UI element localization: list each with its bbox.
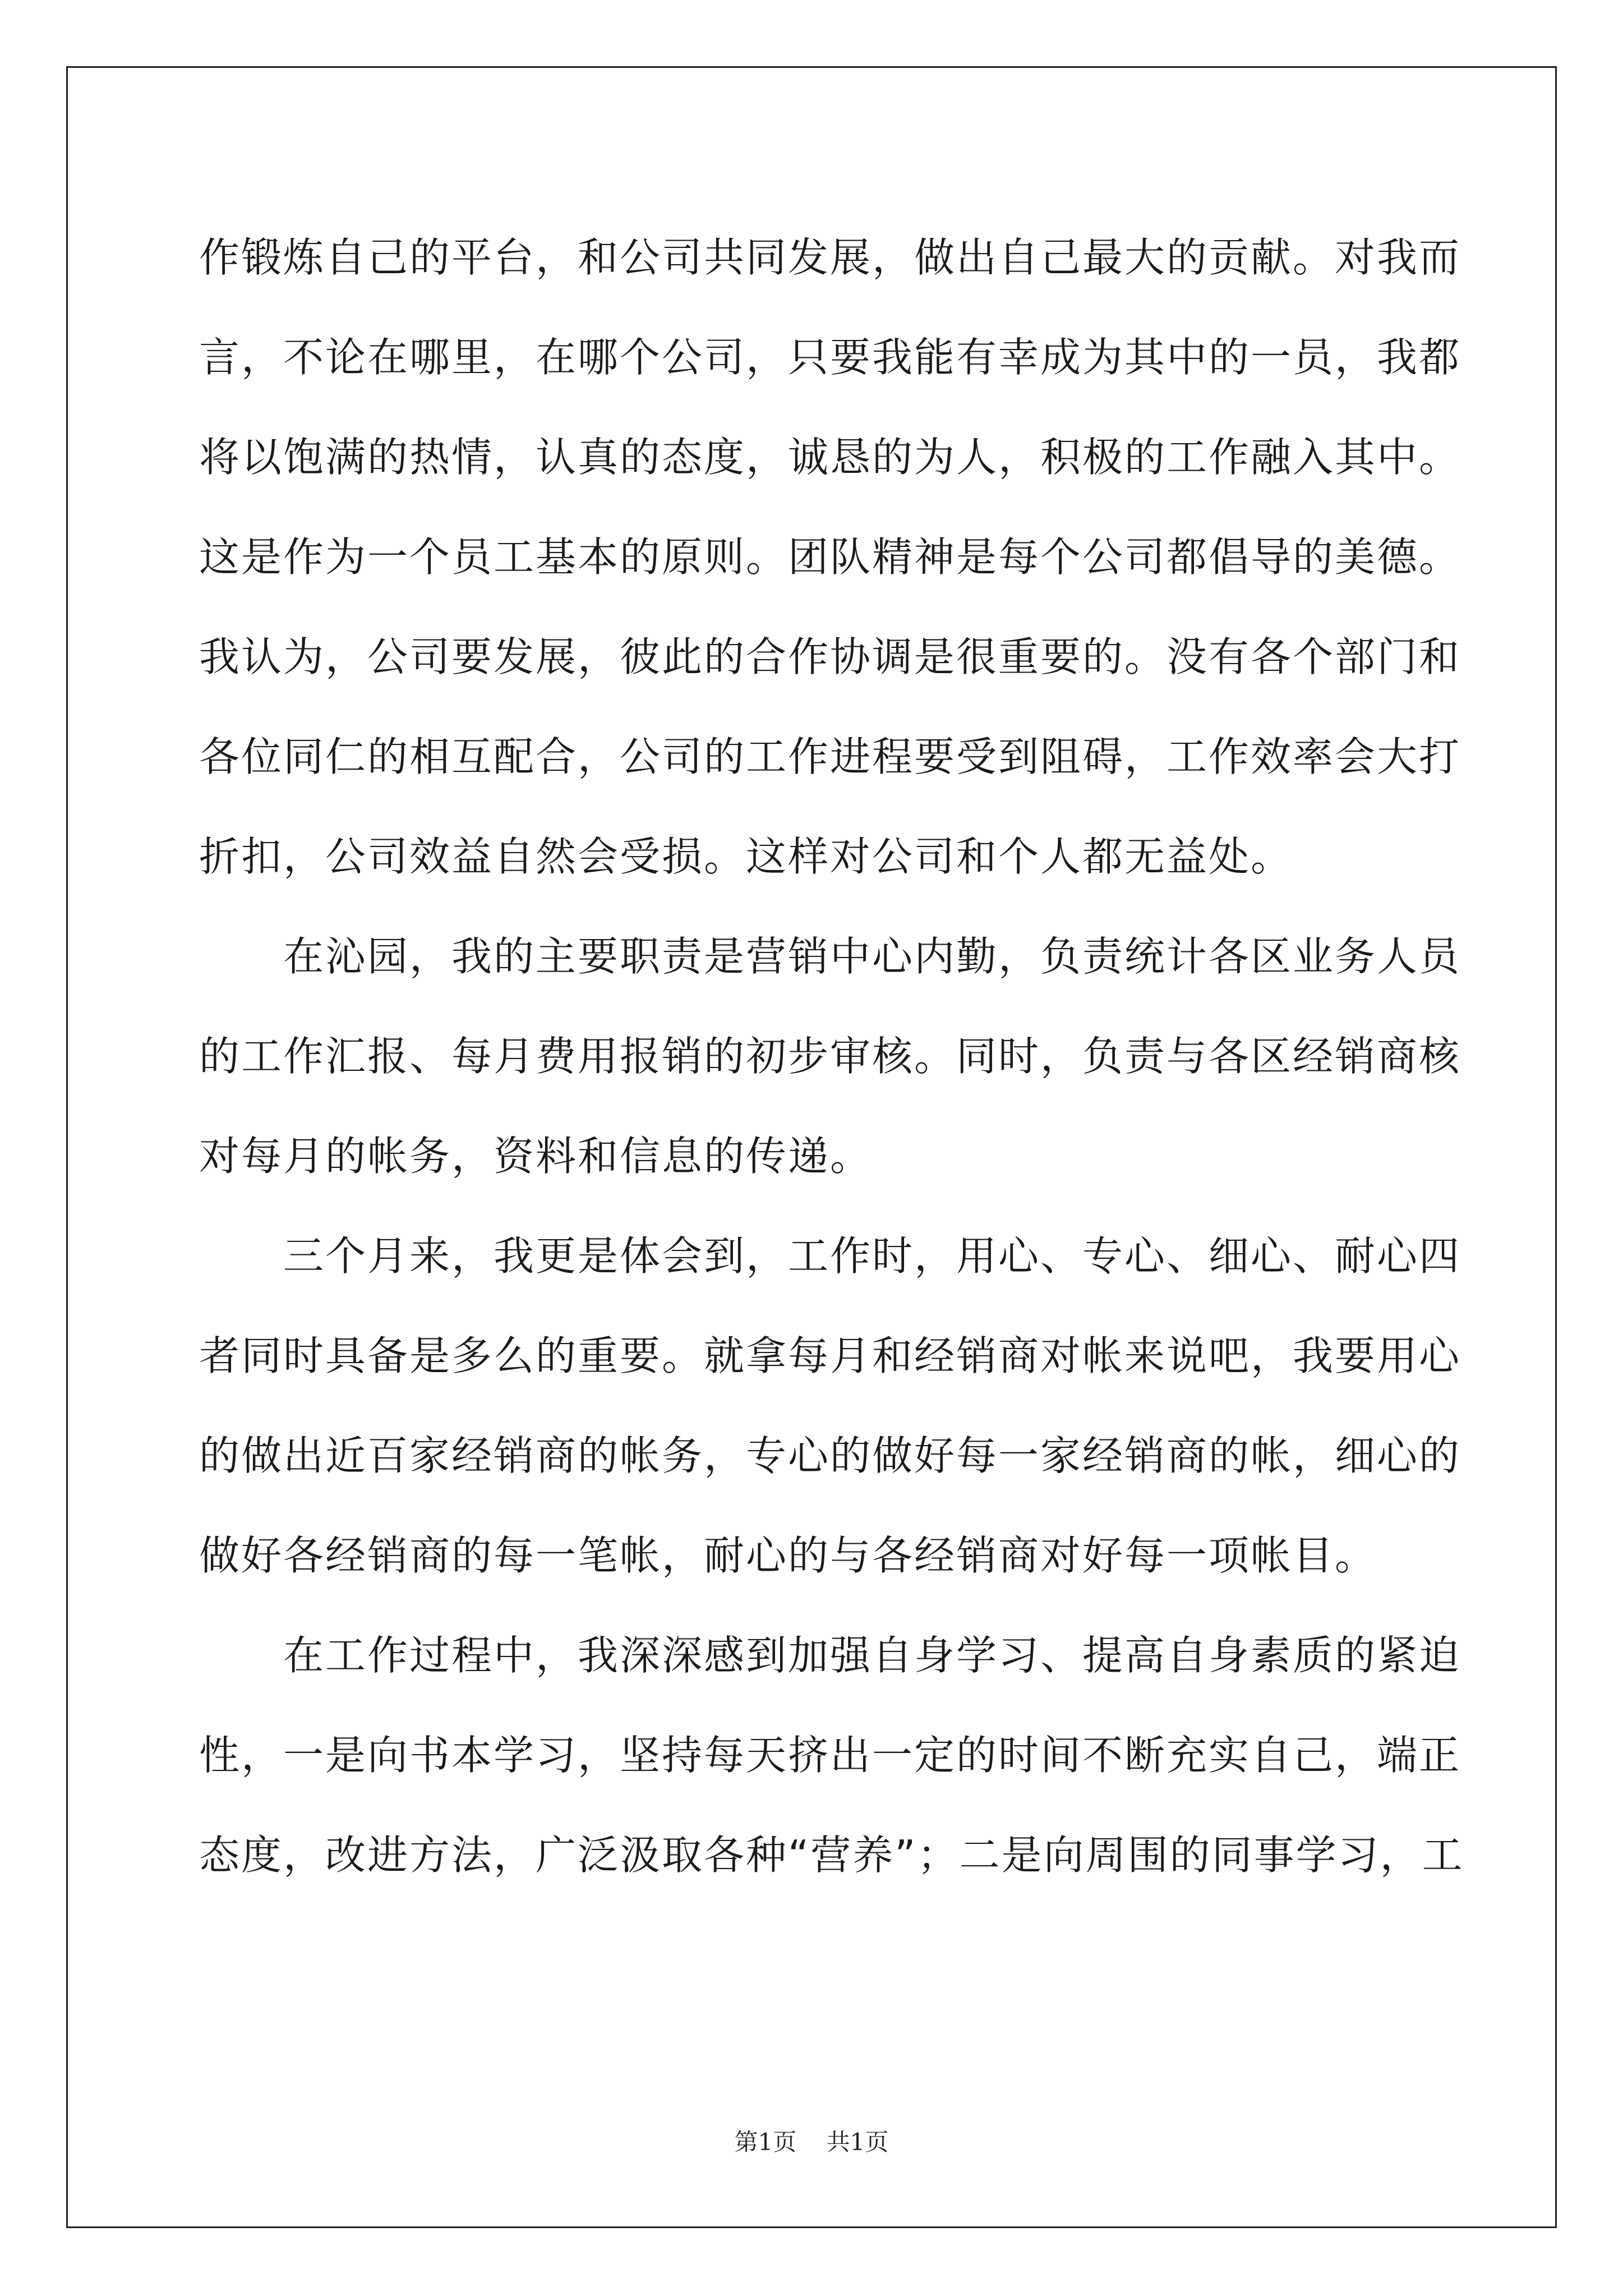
- text-line: 的工作汇报、每月费用报销的初步审核。同时，负责与各区经销商核: [199, 1033, 1461, 1080]
- text-line: 的做出近百家经销商的帐务，专心的做好每一家经销商的帐，细心的: [199, 1432, 1461, 1479]
- document-body: [199, 208, 1464, 1905]
- page-number: 第1页: [734, 2128, 797, 2156]
- text-line: 三个月来，我更是体会到，工作时，用心、专心、细心、耐心四: [283, 1232, 1461, 1280]
- text-line: 对每月的帐务，资料和信息的传递。: [199, 1133, 873, 1180]
- text-line: 性，一是向书本学习，坚持每天挤出一定的时间不断充实自己，端正: [199, 1732, 1461, 1779]
- text-line: 言，不论在哪里，在哪个公司，只要我能有幸成为其中的一员，我都: [199, 334, 1461, 381]
- text-line: 这是作为一个员工基本的原则。团队精神是每个公司都倡导的美德。: [199, 533, 1461, 581]
- text-line: 在沁园，我的主要职责是营销中心内勤，负责统计各区业务人员: [283, 933, 1461, 980]
- text-line: 在工作过程中，我深深感到加强自身学习、提高自身素质的紧迫: [283, 1632, 1461, 1679]
- text-line: 各位同仁的相互配合，公司的工作进程要受到阻碍，工作效率会大打: [199, 733, 1461, 780]
- paragraph-2: [199, 907, 1461, 1206]
- text-line: 作锻炼自己的平台，和公司共同发展，做出自己最大的贡献。对我而: [199, 234, 1461, 281]
- paragraph-3: [199, 1206, 1461, 1605]
- text-line: 态度，改进方法，广泛汲取各种“营养”；二是向周围的同事学习，工: [199, 1832, 1464, 1879]
- paragraph-4: [199, 1605, 1464, 1905]
- page-total: 共1页: [826, 2128, 889, 2156]
- page-footer: [0, 2124, 1623, 2157]
- text-line: 我认为，公司要发展，彼此的合作协调是很重要的。没有各个部门和: [199, 633, 1461, 680]
- text-line: 做好各经销商的每一笔帐，耐心的与各经销商对好每一项帐目。: [199, 1532, 1377, 1579]
- paragraph-1: [199, 208, 1461, 907]
- text-line: 折扣，公司效益自然会受损。这样对公司和个人都无益处。: [199, 833, 1293, 880]
- text-line: 将以饱满的热情，认真的态度，诚恳的为人，积极的工作融入其中。: [199, 434, 1461, 481]
- text-line: 者同时具备是多么的重要。就拿每月和经销商对帐来说吧，我要用心: [199, 1332, 1461, 1379]
